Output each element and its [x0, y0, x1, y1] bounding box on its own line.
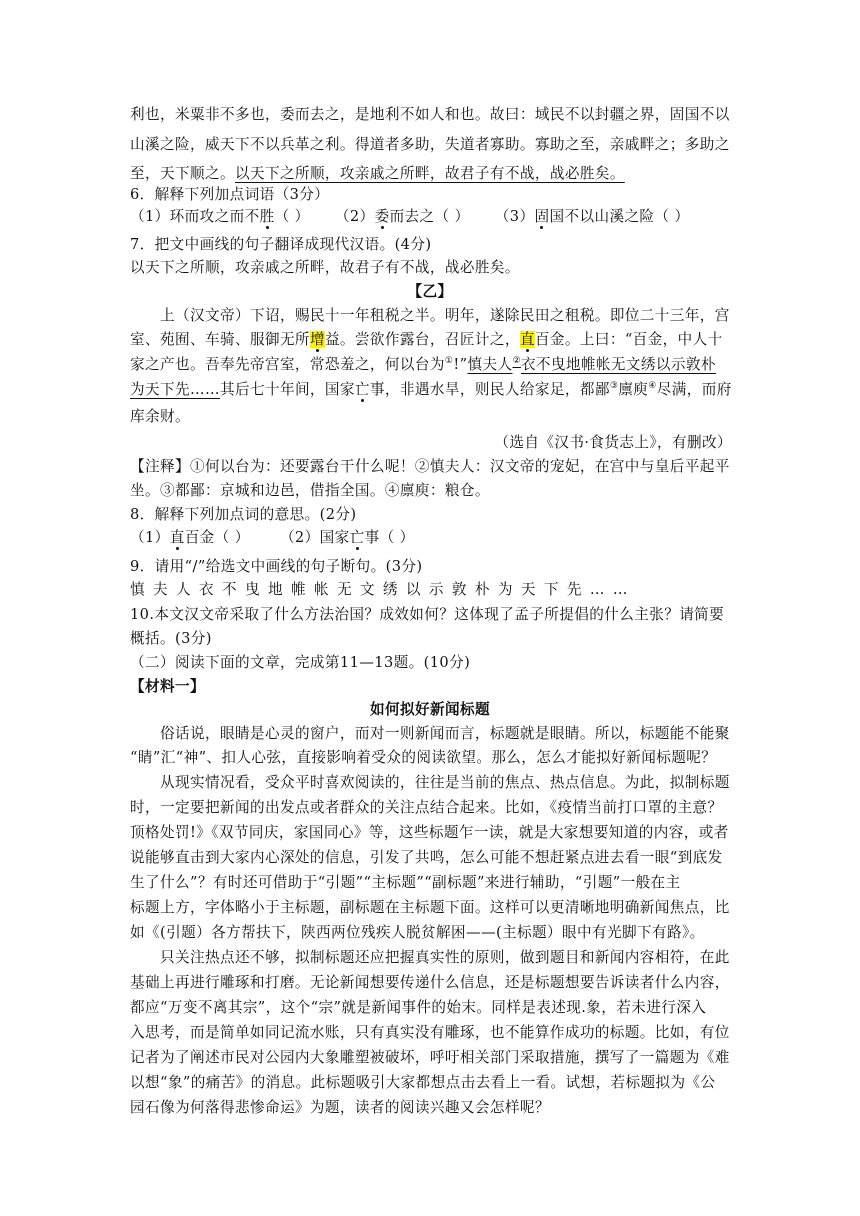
footnote-mark: ②: [512, 356, 521, 367]
q6-item3-text: 国不以山溪之险（ ）: [549, 208, 690, 225]
q6-item3-dotted-word: 固: [534, 208, 550, 225]
yi-text: 益。尝欲作露台，召匠计之，: [324, 331, 520, 348]
yi-note-1: 【注释】①何以台为：还要露台干什么呢！②慎夫人：汉文帝的宠妃，在宫中与皇后平起平: [130, 458, 730, 475]
article-p3-line: 以想“象”的痛苦》的消息。此标题吸引大家都想点击去看上一看。试想，若标题拟为《公: [130, 1074, 716, 1091]
yi-text: 百金。上曰：“百金，中人十: [534, 331, 723, 348]
yi-underlined-text: 衣不曳地帷帐无文绣以示敦朴: [520, 356, 716, 373]
article-p2-line: 顶格处罚!》《双节同庆，家国同心》等，这些标题乍一读，就是大家想要知道的内容，或者: [130, 824, 729, 841]
yi-heading: 【乙】: [407, 283, 453, 300]
yi-highlight-zhi: 直: [519, 331, 535, 348]
article-p3-line: 只关注热点还不够，拟制标题还应把握真实性的原则，做到题目和新闻内容相符，在此: [160, 949, 730, 966]
yi-p1-line-c: [130, 353, 716, 374]
yi-p1-line-b: [130, 328, 723, 349]
yi-text: 其后七十年间，国家: [219, 381, 355, 398]
yi-text: 家之产也。吾奉先帝宫室，常恐羞之，何以台为: [130, 356, 445, 373]
article-title: 如何拟好新闻标题: [370, 701, 490, 718]
material-one-label: 【材料一】: [130, 678, 205, 695]
yi-text: 事，非遇水旱，则民人给家足，都鄙: [369, 381, 610, 398]
yi-text: 廪庾: [618, 381, 649, 398]
q6-item2-label: （2）: [334, 208, 375, 225]
yi-note-2: 坐。③都鄙：京城和边邑，借指全国。④廪庾：粮仓。: [130, 482, 490, 499]
q7-stem: 7．把文中画线的句子翻译成现代汉语。(4分): [130, 236, 432, 253]
q10-line-2: 概括。(3分): [130, 630, 212, 647]
q8-item1-text: 百金（ ）: [184, 529, 250, 546]
q6-item1-dotted-word: 胜: [259, 208, 275, 225]
yi-p1-line-a: 上（汉文帝）下诏，赐民十一年租税之半。明年，遂除民田之租税。即位二十三年，宫: [160, 307, 730, 324]
footnote-mark: ①: [444, 356, 454, 367]
article-p2-line: 标题上方，字体略小于主标题，副标题在主标题下面。这样可以更清晰地明确新闻焦点，比: [130, 899, 730, 916]
yi-source: （选自《汉书·食货志上》，有删改）: [494, 434, 732, 451]
q6-item2-dotted-word: 委: [374, 208, 390, 225]
yi-underlined-text: 慎夫人: [467, 356, 513, 373]
article-p2-line: 时，一定要把新闻的出发点或者群众的关注点结合起来。比如，《疫情当前打口罩的主意？: [130, 799, 723, 816]
q9-sentence: 慎夫人衣不曳地帷帐无文绣以示敦朴为天下先……: [130, 581, 636, 598]
q6-item1-text: （1）环而攻之而不: [130, 208, 260, 225]
yi-p1-line-d: [130, 378, 732, 399]
jia-underlined-sentence: 以天下之所顺，攻亲戚之所畔，故君子有不战，战必胜矣。: [234, 165, 625, 182]
q8-item1-dotted-word: 直: [169, 529, 185, 546]
yi-p1-line-e: 库余财。: [130, 408, 190, 425]
yi-underlined-text: 为天下先……: [130, 381, 220, 398]
q6-stem: 6．解释下列加点词语（3分）: [130, 186, 330, 203]
article-p3-line: 入思考，而是简单如同记流水账，只有真实没有雕琢，也不能算作成功的标题。比如，有位: [130, 1024, 730, 1041]
footnote-mark: ③: [609, 381, 619, 392]
yi-text: 室、苑囿、车骑、服御无所: [130, 331, 310, 348]
jia-line-3: [130, 162, 625, 183]
section2-intro: （二）阅读下面的文章，完成第11—13题。(10分): [130, 654, 471, 671]
article-p1-line: 俗话说，眼睛是心灵的窗户，而对一则新闻而言，标题就是眼睛。所以，标题能不能聚: [160, 725, 730, 742]
yi-dotted-word: 亡: [354, 381, 370, 398]
q6-item1-blank: （ ）: [274, 208, 310, 225]
article-p3-line: 基础上再进行雕琢和打磨。无论新闻想要传递什么信息，还是标题想要告诉读者什么内容，: [130, 974, 730, 991]
article-p3-line: 记者为了阐述市民对公园内大象雕塑被破坏，呼吁相关部门采取措施，撰写了一篇题为《难: [130, 1049, 730, 1066]
article-p2-line: 生了什么”？有时还可借助于“引题”“主标题”“副标题”来进行辅助，“引题”一般在主: [130, 874, 681, 891]
article-p2-line: 说能够直击到大家内心深处的信息，引发了共鸣，怎么可能不想赶紧点进去看一眼“到底发: [130, 849, 723, 866]
q6-items: [130, 205, 689, 226]
q8-item2-text: （2）国家: [279, 529, 350, 546]
article-p3-line: 都应“万变不离其宗”，这个“宗”就是新闻事件的始末。同样是表述现.象，若未进行深入: [130, 999, 707, 1016]
q8-item2-blank: 事（ ）: [364, 529, 415, 546]
q8-items: [130, 526, 415, 547]
jia-line-3-plain: 至，天下顺之。: [130, 165, 235, 182]
article-p2-line: 从现实情况看，受众平时喜欢阅读的，往往是当前的焦点、热点信息。为此，拟制标题: [160, 774, 730, 791]
yi-text: 尽满，而府: [656, 381, 732, 398]
footnote-mark: ④: [648, 381, 657, 392]
q8-item1-label: （1）: [130, 529, 170, 546]
yi-text: !”: [453, 356, 468, 373]
q10-line-1: 10.本文汉文帝采取了什么方法治国？成效如何？这体现了孟子所提倡的什么主张？请简要: [130, 606, 725, 623]
jia-line-1: 利也，米粟非不多也，委而去之，是地利不如人和也。故曰：域民不以封疆之界，固国不以: [130, 106, 730, 123]
article-p1-line: “睛”汇“神”、扣人心弦，直接影响着受众的阅读欲望。那么，怎么才能拟好新闻标题呢？: [130, 749, 717, 766]
jia-line-2: 山溪之险，威天下不以兵革之利。得道者多助，失道者寡助。寡助之至，亲戚畔之；多助之: [130, 136, 730, 153]
q6-item3-label: （3）: [494, 208, 535, 225]
article-p2-line: 如《(引题）各方帮扶下，陕西两位残疾人脱贫解困——(主标题）眼中有光脚下有路》。: [130, 924, 705, 941]
q6-item2-text: 而去之（ ）: [389, 208, 470, 225]
q7-sentence: 以天下之所顺，攻亲戚之所畔，故君子有不战，战必胜矣。: [130, 259, 520, 276]
q8-item2-dotted-word: 亡: [349, 529, 365, 546]
yi-highlight-zeng: 增: [309, 331, 325, 348]
q9-stem: 9．请用“/”给选文中画线的句子断句。(3分): [130, 558, 423, 575]
q8-stem: 8．解释下列加点词的意思。(2分): [130, 506, 357, 523]
article-p3-line: 园石像为何落得悲惨命运》为题，读者的阅读兴趣又会怎样呢？: [130, 1099, 550, 1116]
